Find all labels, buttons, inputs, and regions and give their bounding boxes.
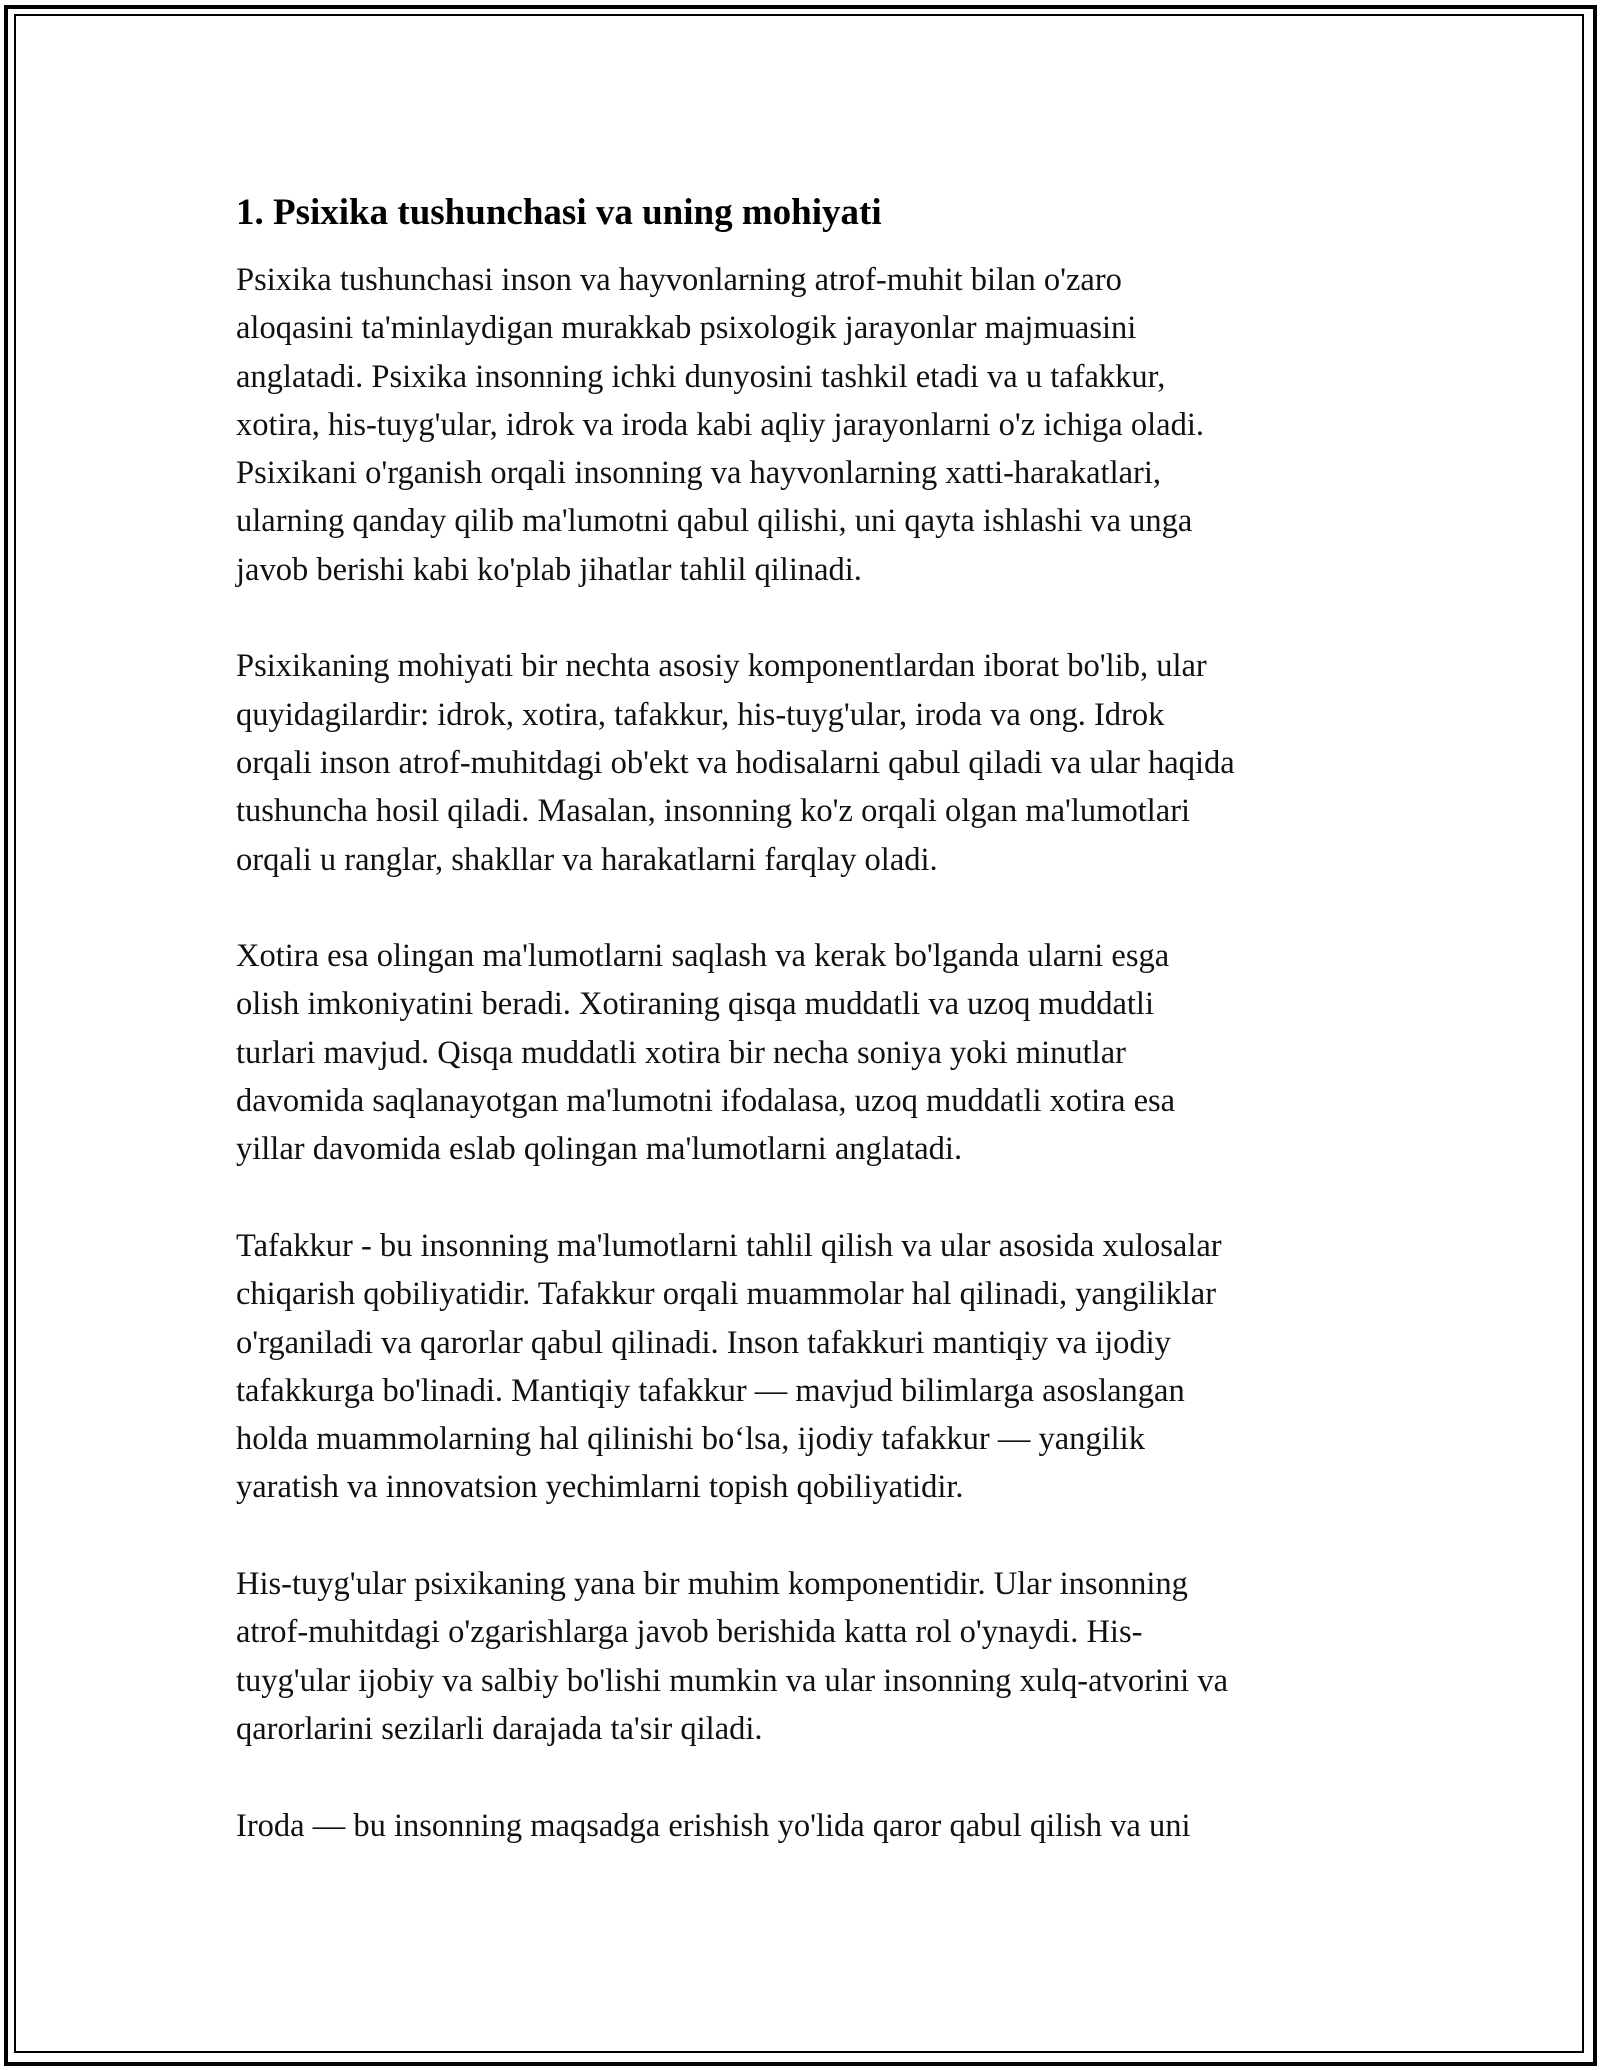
text-line: His-tuyg'ular psixikaning yana bir muhim komponentidir. Ular insonning xyxy=(236,1566,1188,1603)
text-line: atrof-muhitdagi o'zgarishlarga javob berishida katta rol o'ynaydi. His- xyxy=(236,1614,1143,1651)
text-line: Iroda — bu insonning maqsadga erishish yo'lida qaror qabul qilish va uni xyxy=(236,1807,1191,1844)
text-line: orqali u ranglar, shakllar va harakatlarni farqlay oladi. xyxy=(236,841,938,878)
text-line: qarorlarini sezilarli darajada ta'sir qiladi. xyxy=(236,1710,763,1747)
text-line: tushuncha hosil qiladi. Masalan, insonning ko'z orqali olgan ma'lumotlari xyxy=(236,793,1191,830)
text-line: chiqarish qobiliyatidir. Tafakkur orqali muammolar hal qilinadi, yangiliklar xyxy=(236,1276,1217,1313)
paragraph-psixika-tushunchasi xyxy=(236,256,1376,594)
text-line: xotira, his-tuyg'ular, idrok va iroda kabi aqliy jarayonlarni o'z ichiga oladi. xyxy=(236,406,1204,443)
paragraph-psixika-mohiyati xyxy=(236,642,1376,883)
text-line: Xotira esa olingan ma'lumotlarni saqlash va kerak bo'lganda ularni esga xyxy=(236,938,1170,975)
text-line: javob berishi kabi ko'plab jihatlar tahlil qilinadi. xyxy=(236,551,862,588)
text-line: davomida saqlanayotgan ma'lumotni ifodalasa, uzoq muddatli xotira esa xyxy=(236,1083,1176,1120)
paragraph-xotira xyxy=(236,932,1376,1173)
text-line: aloqasini ta'minlaydigan murakkab psixologik jarayonlar majmuasini xyxy=(236,310,1137,347)
text-line: quyidagilardir: idrok, xotira, tafakkur, his-tuyg'ular, iroda va ong. Idrok xyxy=(236,696,1165,733)
text-line: tuyg'ular ijobiy va salbiy bo'lishi mumkin va ular insonning xulq-atvorini va xyxy=(236,1662,1229,1699)
text-line: yaratish va innovatsion yechimlarni topish qobiliyatidir. xyxy=(236,1469,964,1506)
text-line: Psixikani o'rganish orqali insonning va hayvonlarning xatti-harakatlari, xyxy=(236,455,1161,492)
text-line: ularning qanday qilib ma'lumotni qabul qilishi, uni qayta ishlashi va unga xyxy=(236,503,1193,540)
document-body xyxy=(236,186,1376,1898)
text-line: olish imkoniyatini beradi. Xotiraning qisqa muddatli va uzoq muddatli xyxy=(236,986,1154,1023)
text-line: Psixikaning mohiyati bir nechta asosiy komponentlardan iborat bo'lib, ular xyxy=(236,648,1207,685)
paragraph-his-tuygular xyxy=(236,1560,1376,1753)
text-line: orqali inson atrof-muhitdagi ob'ekt va hodisalarni qabul qiladi va ular haqida xyxy=(236,744,1235,781)
text-line: holda muammolarning hal qilinishi bo‘lsa, ijodiy tafakkur — yangilik xyxy=(236,1421,1145,1458)
paragraph-tafakkur xyxy=(236,1222,1376,1512)
paragraph-iroda xyxy=(236,1802,1376,1850)
section-heading: 1. Psixika tushunchasi va uning mohiyati xyxy=(236,192,882,233)
text-line: tafakkurga bo'linadi. Mantiqiy tafakkur — mavjud bilimlarga asoslangan xyxy=(236,1372,1185,1409)
text-line: yillar davomida eslab qolingan ma'lumotlarni anglatadi. xyxy=(236,1131,963,1168)
text-line: turlari mavjud. Qisqa muddatli xotira bir necha soniya yoki minutlar xyxy=(236,1034,1126,1071)
text-line: Tafakkur - bu insonning ma'lumotlarni tahlil qilish va ular asosida xulosalar xyxy=(236,1227,1222,1264)
text-line: anglatadi. Psixika insonning ichki dunyosini tashkil etadi va u tafakkur, xyxy=(236,358,1166,395)
text-line: o'rganiladi va qarorlar qabul qilinadi. Inson tafakkuri mantiqiy va ijodiy xyxy=(236,1324,1171,1361)
text-line: Psixika tushunchasi inson va hayvonlarning atrof-muhit bilan o'zaro xyxy=(236,262,1122,298)
